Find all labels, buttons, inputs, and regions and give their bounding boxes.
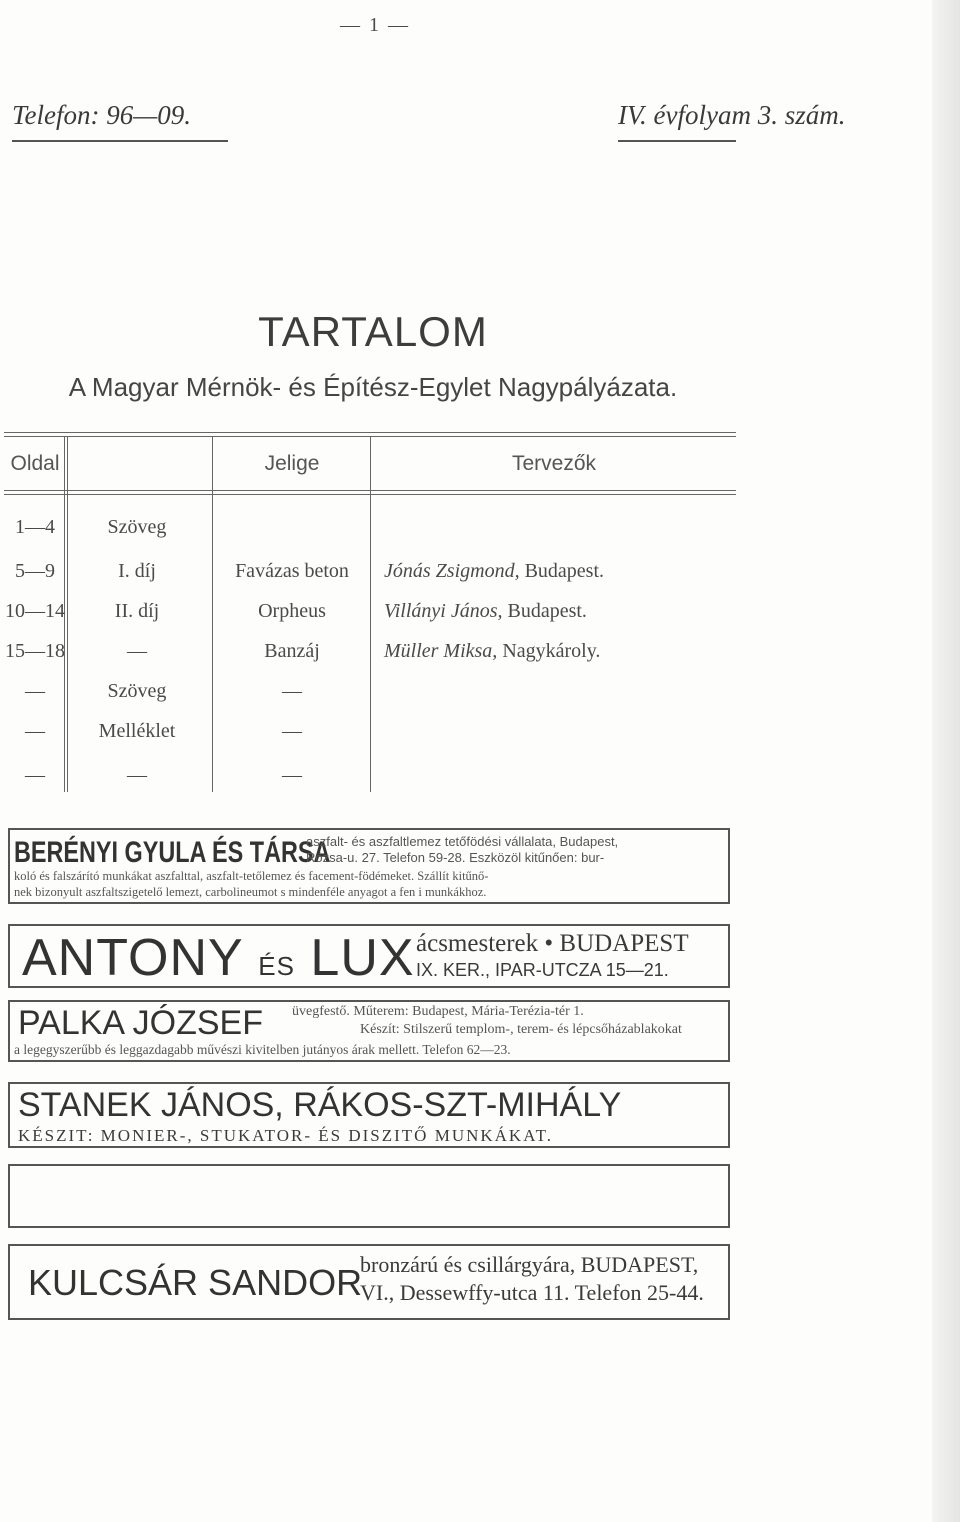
cell-jelige: Orpheus bbox=[258, 600, 326, 622]
ad-berenyi-line2: Rózsa-u. 27. Telefon 59-28. Eszközöl kitűnően: bur- bbox=[306, 850, 605, 865]
designer-city: Budapest. bbox=[507, 600, 587, 622]
ad-berenyi-name: BERÉNYI GYULA ÉS TÁRSA bbox=[14, 836, 331, 869]
cell-tervezo bbox=[384, 560, 604, 583]
cell-jelige: — bbox=[282, 680, 302, 702]
ad-palka-line3: a legegyszerűbb és leggazdagabb művészi kivitelben jutányos árak mellett. Telefon 62—23. bbox=[14, 1042, 511, 1057]
designer-name: Villányi János, bbox=[384, 600, 503, 622]
cell-oldal: — bbox=[25, 720, 45, 742]
cell-tervezo bbox=[384, 640, 600, 663]
cell-tervezo bbox=[384, 600, 587, 623]
ad-antony-lux bbox=[8, 924, 730, 988]
contents-subtitle: A Magyar Mérnök- és Építész-Egylet Nagypályázata. bbox=[68, 372, 678, 402]
ad-antony-line1: ácsmesterek • BUDAPEST bbox=[416, 930, 689, 957]
column-header-tervezok: Tervezők bbox=[511, 452, 597, 475]
designer-name: Müller Miksa, bbox=[384, 640, 498, 662]
table-top-rule bbox=[4, 432, 736, 433]
cell-oldal: — bbox=[25, 764, 45, 786]
ad-antony-name2: LUX bbox=[310, 929, 415, 987]
cell-dij: — bbox=[127, 640, 147, 662]
cell-jelige: Favázas beton bbox=[235, 560, 349, 582]
column-divider-3 bbox=[370, 436, 371, 792]
column-divider-2 bbox=[212, 436, 213, 792]
cell-dij: II. díj bbox=[114, 600, 160, 622]
ad-antony-name1: ANTONY bbox=[22, 929, 243, 987]
header-rule-right bbox=[618, 140, 736, 142]
column-header-oldal: Oldal bbox=[10, 452, 60, 475]
ad-berenyi-line4: nek bizonyult aszfaltszigetelő lemezt, carbolineumot s mindenféle anyagot a fen i munkákhoz. bbox=[14, 885, 487, 899]
ad-antony-and: ÉS bbox=[258, 951, 295, 981]
header-rule-left bbox=[12, 140, 228, 142]
header-issue: IV. évfolyam 3. szám. bbox=[618, 100, 846, 130]
ad-kulcsar-line2: VI., Dessewffy-utca 11. Telefon 25-44. bbox=[360, 1280, 704, 1305]
ad-stanek-name: STANEK JÁNOS, RÁKOS-SZT-MIHÁLY bbox=[18, 1086, 622, 1124]
page-number: — 1 — bbox=[340, 14, 410, 36]
ad-palka bbox=[8, 1000, 730, 1062]
cell-dij: Melléklet bbox=[98, 720, 176, 742]
ad-berenyi-line1: aszfalt- és aszfaltlemez tetőfödési vállalata, Budapest, bbox=[306, 834, 619, 849]
ad-kulcsar bbox=[8, 1244, 730, 1320]
cell-dij: Szöveg bbox=[107, 680, 167, 702]
cell-oldal: 1—4 bbox=[15, 516, 55, 538]
cell-dij: — bbox=[127, 764, 147, 786]
cell-jelige: — bbox=[282, 720, 302, 742]
ad-palka-line1: üvegfestő. Műterem: Budapest, Mária-Terézia-tér 1. bbox=[292, 1004, 584, 1019]
cell-dij: I. díj bbox=[118, 560, 156, 582]
designer-city: Budapest. bbox=[524, 560, 605, 582]
column-header-jelige: Jelige bbox=[264, 452, 320, 475]
designer-city: Nagykároly. bbox=[502, 640, 601, 662]
cell-jelige: Banzáj bbox=[264, 640, 320, 662]
page-edge bbox=[932, 0, 960, 1522]
contents-title: TARTALOM bbox=[258, 308, 488, 355]
cell-dij: Szöveg bbox=[107, 516, 167, 538]
cell-oldal: 5—9 bbox=[15, 560, 55, 582]
header-phone: Telefon: 96—09. bbox=[12, 100, 192, 130]
ad-berenyi bbox=[8, 828, 730, 904]
ad-stanek bbox=[8, 1082, 730, 1148]
cell-oldal: 10—14 bbox=[5, 600, 65, 622]
cell-oldal: 15—18 bbox=[5, 640, 65, 662]
ad-kulcsar-name: KULCSÁR SANDOR bbox=[28, 1262, 363, 1303]
ad-antony-line2: IX. KER., IPAR-UTCZA 15—21. bbox=[416, 960, 669, 980]
ad-antony-name bbox=[22, 928, 415, 988]
designer-name: Jónás Zsigmond, bbox=[384, 560, 520, 582]
cell-jelige: — bbox=[282, 764, 302, 786]
ad-berenyi-line3: koló és falszárító munkákat aszfalttal, aszfalt-tetőlemez és facement-födémeket. Szállít kitűnő- bbox=[14, 869, 489, 883]
ad-palka-line2: Készít: Stilszerű templom-, terem- és lépcsőházablakokat bbox=[360, 1022, 682, 1037]
ad-mayboehm bbox=[8, 1164, 730, 1228]
ad-kulcsar-line1: bronzárú és csillárgyára, BUDAPEST, bbox=[360, 1252, 699, 1277]
ad-stanek-line: KÉSZIT: MONIER-, STUKATOR- ÉS DISZITŐ MUNKÁKAT. bbox=[18, 1126, 553, 1145]
ad-palka-name: PALKA JÓZSEF bbox=[18, 1004, 264, 1042]
cell-oldal: — bbox=[25, 680, 45, 702]
